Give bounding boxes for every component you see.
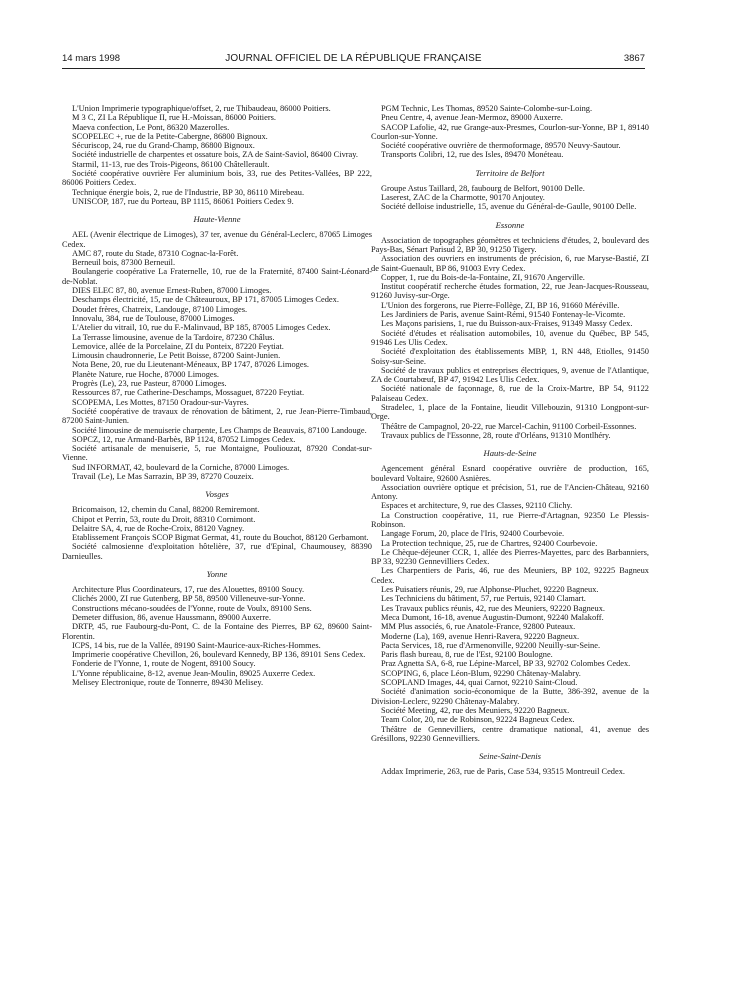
listing-entry: Praz Agnetta SA, 6-8, rue Lépine-Marcel, BP 33, 92702 Colombes Cedex. <box>381 659 631 669</box>
listing-entry: SCOPEMA, Les Mottes, 87150 Oradour-sur-Vayres. <box>72 397 249 407</box>
listing-entry: Melisey Electronique, route de Tonnerre, 89430 Melisey. <box>72 678 264 688</box>
listing-entry: Planète Nature, rue Hoche, 87000 Limoges. <box>72 369 219 379</box>
listing-entry: UNISCOP, 187, rue du Porteau, BP 1115, 86061 Poitiers Cedex 9. <box>72 196 294 206</box>
listing-entry: Groupe Astus Taillard, 28, faubourg de Belfort, 90100 Delle. <box>381 183 585 193</box>
listing-entry: Pacta Services, 18, rue d'Armenonville, 92200 Neuilly-sur-Seine. <box>381 640 601 650</box>
listing-entry: La Terrasse limousine, avenue de la Tardoire, 87230 Châlus. <box>72 332 275 342</box>
left-column <box>62 104 372 687</box>
listing-entry: La Construction coopérative, 11, rue Pierre-d'Artagnan, 92350 Le Plessis-Robinson. <box>371 510 649 529</box>
listing-entry: Société Meeting, 42, rue des Meuniers, 92220 Bagneux. <box>381 705 570 715</box>
listing-entry: Technique énergie bois, 2, rue de l'Industrie, BP 30, 86110 Mirebeau. <box>72 187 305 197</box>
listing-entry: Théâtre de Gennevilliers, centre dramatique national, 41, avenue des Grésillons, 92230 Gennevilliers. <box>371 724 649 743</box>
listing-entry: Société de travaux publics et entreprises électriques, 9, avenue de l'Atlantique, ZA de Courtabœuf, BP 47, 91942 Les Ulis Cedex. <box>371 365 649 385</box>
listing-entry: Lemovice, allée de la Porcelaine, ZI du Ponteix, 87220 Feytiat. <box>72 341 284 351</box>
page-header <box>62 53 645 67</box>
section-seine-saint-denis <box>371 767 649 776</box>
listing-entry: Deschamps électricité, 15, rue de Châteauroux, BP 171, 87005 Limoges Cedex. <box>72 295 339 305</box>
listing-entry: Société delloise industrielle, 15, avenue du Général-de-Gaulle, 90100 Delle. <box>381 202 637 212</box>
listing-entry: Berneuil bois, 87300 Berneuil. <box>72 258 176 268</box>
listing-entry: Team Color, 20, rue de Robinson, 92224 Bagneux Cedex. <box>381 715 575 725</box>
section-heading: Yonne <box>206 569 228 580</box>
section-heading: Seine-Saint-Denis <box>478 751 542 762</box>
section-heading: Territoire de Belfort <box>475 167 545 178</box>
listing-entry: Architecture Plus Coordinateurs, 17, rue des Alouettes, 89100 Soucy. <box>72 585 305 595</box>
listing-entry: Langage Forum, 20, place de l'Iris, 92400 Courbevoie. <box>381 529 565 539</box>
section-heading: Vosges <box>205 489 229 500</box>
listing-entry: L'Union des forgerons, rue Pierre-Follège, ZI, BP 16, 91660 Méréville. <box>381 300 620 310</box>
listing-entry: AMC 87, route du Stade, 87310 Cognac-la-Forêt. <box>72 248 239 258</box>
listing-entry: Institut coopératif recherche études formation, 22, rue Jean-Jacques-Rousseau, 91260 Juvisy-sur-Orge. <box>371 282 649 301</box>
listing-entry: Société coopérative ouvrière Fer aluminium bois, 33, rue des Petites-Vallées, BP 222, 86006 Poitiers Cedex. <box>62 169 372 188</box>
listing-entry: PGM Technic, Les Thomas, 89520 Sainte-Colombe-sur-Loing. <box>381 104 593 113</box>
listing-entry: ICPS, 14 bis, rue de la Vallée, 89190 Saint-Maurice-aux-Riches-Hommes. <box>72 640 321 650</box>
header-date: 14 mars 1998 <box>62 53 121 64</box>
section-heading: Essonne <box>495 219 525 230</box>
listing-entry: Demeter diffusion, 86, avenue Haussmann, 89000 Auxerre. <box>72 612 271 622</box>
listing-entry: Société d'études et réalisation automobiles, 10, avenue du Québec, BP 545, 91946 Les Ulis Cedex. <box>371 328 649 347</box>
listing-entry: Association de topographes géomètres et techniciens d'études, 2, boulevard des Pays-Bas, Sénart Parisud 2, BP 30, 91250 Tigery. <box>371 235 649 254</box>
listing-entry: Les Charpentiers de Paris, 46, rue des Meuniers, BP 102, 92225 Bagneux Cedex. <box>371 566 649 585</box>
listing-entry: Société coopérative de travaux de rénovation de bâtiment, 2, rue Jean-Pierre-Timbaud, 87200 Saint-Junien. <box>62 406 372 426</box>
listing-entry: Delaitre SA, 4, rue de Roche-Croix, 88120 Vagney. <box>72 523 245 533</box>
listing-entry: Les Jardiniers de Paris, avenue Saint-Rémi, 91540 Fontenay-le-Vicomte. <box>381 310 626 320</box>
listing-entry: La Protection technique, 25, rue de Chartres, 92400 Courbevoie. <box>381 538 598 548</box>
section-heading: Haute-Vienne <box>193 214 241 225</box>
listing-entry: Les Puisatiers réunis, 29, rue Alphonse-Pluchet, 92220 Bagneux. <box>381 585 599 595</box>
listing-entry: Société nationale de façonnage, 8, rue de la Croix-Martre, BP 54, 91122 Palaiseau Cedex. <box>371 384 649 403</box>
listing-entry: Imprimerie coopérative Chevillon, 26, boulevard Kennedy, BP 136, 89101 Sens Cedex. <box>72 650 366 660</box>
listing-entry: Société calmosienne d'exploitation hôtelière, 37, rue d'Epinal, Chaumousey, 88390 Darnieulles. <box>62 542 372 561</box>
listing-entry: Le Chèque-déjeuner CCR, 1, allée des Pierres-Mayettes, parc des Barbanniers, BP 33, 92230 Gennevilliers Cedex. <box>371 547 649 567</box>
listing-entry: Starmil, 11-13, rue des Trois-Pigeons, 86100 Châtellerault. <box>72 159 270 169</box>
listing-entry: Bricomaison, 12, chemin du Canal, 88200 Remiremont. <box>72 505 260 515</box>
listing-entry: DRTP, 45, rue Faubourg-du-Pont, C. de la Fontaine des Pierres, BP 62, 89600 Saint-Florentin. <box>62 622 372 641</box>
listing-entry: M 3 C, ZI La République II, rue H.-Moissan, 86000 Poitiers. <box>72 113 276 123</box>
listing-entry: Les Maçons parisiens, 1, rue du Buisson-aux-Fraises, 91349 Massy Cedex. <box>381 319 633 329</box>
listing-entry: Meca Dumont, 16-18, avenue Augustin-Dumont, 92240 Malakoff. <box>381 612 604 622</box>
listing-entry: Constructions mécano-soudées de l'Yonne, route de Voulx, 89100 Sens. <box>72 603 312 613</box>
section-yonne <box>62 585 372 687</box>
listing-entry: Société artisanale de menuiserie, 5, rue Montaigne, Pouliouzat, 87920 Condat-sur-Vienne. <box>62 444 372 463</box>
listing-entry: Etablissement François SCOP Bigmat Germat, 41, route du Bouchot, 88120 Gerbamont. <box>72 533 369 543</box>
section-hauts-de-seine <box>371 464 649 743</box>
listing-entry: Pneu Centre, 4, avenue Jean-Mermoz, 89000 Auxerre. <box>381 113 563 123</box>
listing-entry: DIES ELEC 87, 80, avenue Ernest-Ruben, 87000 Limoges. <box>72 286 272 296</box>
listing-entry: AEL (Avenir électrique de Limoges), 37 ter, avenue du Général-Leclerc, 87065 Limoges Cedex. <box>62 230 372 249</box>
listing-entry: Boulangerie coopérative La Fraternelle, 10, rue de la Fraternité, 87400 Saint-Léonard-de-Noblat. <box>62 267 372 286</box>
section-vosges <box>62 505 372 561</box>
section-intro-right <box>371 104 649 160</box>
listing-entry: Société limousine de menuiserie charpente, Les Champs de Beauvais, 87100 Landouge. <box>72 425 367 435</box>
listing-entry: SCOPLAND Images, 44, quai Carnot, 92210 Saint-Cloud. <box>381 678 578 688</box>
listing-entry: Société coopérative ouvrière de thermoformage, 89570 Neuvy-Sautour. <box>381 141 621 151</box>
listing-entry: Société d'exploitation des établissements MBP, 1, RN 448, Etiolles, 91450 Soisy-sur-Seine. <box>371 347 649 366</box>
listing-entry: Chipot et Perrin, 53, route du Droit, 88310 Cornimont. <box>72 514 256 524</box>
section-intro-left <box>62 104 372 206</box>
listing-entry: SOPCZ, 12, rue Armand-Barbès, BP 1124, 87052 Limoges Cedex. <box>72 434 296 444</box>
listing-entry: L'Atelier du vitrail, 10, rue du F.-Malinvaud, BP 185, 87005 Limoges Cedex. <box>72 323 331 333</box>
right-column <box>371 104 649 776</box>
listing-entry: Travaux publics de l'Essonne, 28, route d'Orléans, 91310 Montlhéry. <box>381 430 611 440</box>
listing-entry: Copper, 1, rue du Bois-de-la-Fontaine, ZI, 91670 Angerville. <box>381 272 585 282</box>
section-haute-vienne <box>62 230 372 481</box>
listing-entry: SACOP Lafolie, 42, rue Grange-aux-Presmes, Courlon-sur-Yonne, BP 1, 89140 Courlon-sur-Yonne. <box>371 122 649 141</box>
section-belfort <box>371 184 649 212</box>
listing-entry: Théâtre de Campagnol, 20-22, rue Marcel-Cachin, 91100 Corbeil-Essonnes. <box>381 421 637 431</box>
listing-entry: Laserest, ZAC de la Charmotte, 90170 Anjoutey. <box>381 193 545 203</box>
header-title: JOURNAL OFFICIEL DE LA RÉPUBLIQUE FRANÇAISE <box>225 53 482 64</box>
listing-entry: Société industrielle de charpentes et ossature bois, ZA de Saint-Saviol, 86400 Civray. <box>72 150 359 160</box>
section-heading: Hauts-de-Seine <box>483 448 537 459</box>
header-page-number: 3867 <box>623 53 645 64</box>
listing-entry: MM Plus associés, 6, rue Anatole-France, 92800 Puteaux. <box>381 622 576 632</box>
listing-entry: Sud INFORMAT, 42, boulevard de la Corniche, 87000 Limoges. <box>72 462 290 472</box>
listing-entry: Doudet frères, Chatreix, Landouge, 87100 Limoges. <box>72 304 248 314</box>
listing-entry: Les Travaux publics réunis, 42, rue des Meuniers, 92220 Bagneux. <box>381 603 605 613</box>
listing-entry: Innovalu, 384, rue de Toulouse, 87000 Limoges. <box>72 313 235 323</box>
listing-entry: SCOPELEC +, rue de la Petite-Cabergne, 86800 Bignoux. <box>72 131 268 141</box>
listing-entry: Travail (Le), Le Mas Sarrazin, BP 39, 87270 Couzeix. <box>72 471 254 481</box>
listing-entry: Sécuriscop, 24, rue du Grand-Champ, 86800 Bignoux. <box>72 141 255 151</box>
listing-entry: Stradelec, 1, place de la Fontaine, lieudit Villebouzin, 91310 Longpont-sur-Orge. <box>371 403 649 422</box>
listing-entry: Agencement général Esnard coopérative ouvrière de production, 165, boulevard Voltaire, 92600 Asnières. <box>371 464 649 483</box>
listing-entry: L'Yonne républicaine, 8-12, avenue Jean-Moulin, 89025 Auxerre Cedex. <box>72 668 316 678</box>
listing-entry: Société d'animation socio-économique de la Butte, 386-392, avenue de la Division-Leclerc, 92290 Châtenay-Malabry. <box>371 687 649 706</box>
listing-entry: Progrès (Le), 23, rue Pasteur, 87000 Limoges. <box>72 379 227 389</box>
listing-entry: Association ouvrière optique et précision, 51, rue de l'Ancien-Château, 92160 Antony. <box>371 482 649 502</box>
listing-entry: Association des ouvriers en instruments de précision, 6, rue Maryse-Bastié, ZI de Saint-Guenault, BP 86, 91003 Evry Cedex. <box>371 254 649 273</box>
listing-entry: Maeva confection, Le Pont, 86320 Mazerolles. <box>72 122 230 132</box>
listing-entry: Espaces et architecture, 9, rue des Classes, 92110 Clichy. <box>381 501 573 511</box>
listing-entry: Ressources 87, rue Catherine-Deschamps, Mossaguet, 87220 Feytiat. <box>72 388 305 398</box>
listing-entry: Fonderie de l'Yonne, 1, route de Nogent, 89100 Soucy. <box>72 659 256 669</box>
listing-entry: Limousin chaudronnerie, Le Petit Boisse, 87200 Saint-Junien. <box>72 351 281 361</box>
listing-entry: Les Techniciens du bâtiment, 57, rue Pertuis, 92140 Clamart. <box>381 594 586 604</box>
header-rule <box>62 68 645 69</box>
listing-entry: Transports Colibri, 12, rue des Isles, 89470 Monéteau. <box>381 150 564 160</box>
listing-entry: Clichés 2000, ZI rue Gutenberg, BP 58, 89500 Villeneuve-sur-Yonne. <box>72 594 306 604</box>
section-essonne <box>371 236 649 441</box>
listing-entry: Addax Imprimerie, 263, rue de Paris, Case 534, 93515 Montreuil Cedex. <box>381 767 625 777</box>
listing-entry: Moderne (La), 169, avenue Henri-Ravera, 92220 Bagneux. <box>381 631 580 641</box>
listing-entry: L'Union Imprimerie typographique/offset, 2, rue Thibaudeau, 86000 Poitiers. <box>72 104 331 113</box>
listing-entry: Nota Bene, 20, rue du Lieutenant-Méneaux, BP 1747, 87026 Limoges. <box>72 360 309 370</box>
listing-entry: Paris flash bureau, 8, rue de l'Est, 92100 Boulogne. <box>381 650 553 660</box>
listing-entry: SCOP'ING, 6, place Léon-Blum, 92290 Châtenay-Malabry. <box>381 668 581 678</box>
